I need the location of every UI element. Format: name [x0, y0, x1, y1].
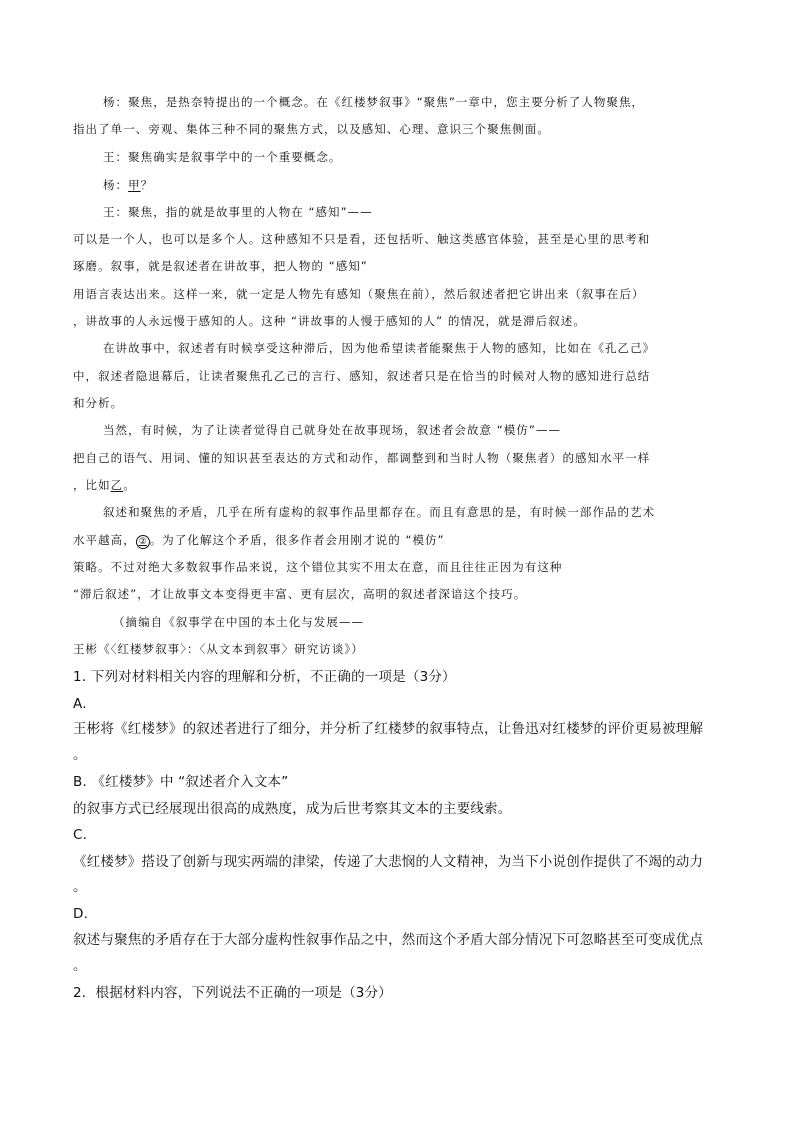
- passage-line: ，讲故事的人永远慢于感知的人。这种 “讲故事的人慢于感知的人” 的情况，就是滞后叙述。: [73, 314, 586, 328]
- passage-line: ，比如乙。: [73, 478, 136, 492]
- passage-line: [103, 180, 153, 192]
- passage-line: 把自己的语气、用词、懂的知识甚至表达的方式和动作，都调整到和当时人物（聚焦者）的感知水平一样: [73, 451, 651, 465]
- passage-line: “滞后叙述”，才让故事文本变得更丰富、更有层次，高明的叙述者深谙这个技巧。: [73, 587, 527, 601]
- passage-line: 中，叙述者隐退幕后，让读者聚焦孔乙己的言行、感知，叙述者只是在恰当的时候对人物的感知进行总结: [73, 369, 651, 383]
- option-b-continued: 的叙事方式已经展现出很高的成熟度，成为后世考察其文本的主要线索。: [73, 801, 512, 817]
- speaker-label: 杨：: [103, 178, 129, 192]
- option-a-label: A.: [73, 696, 87, 712]
- passage-line: 在讲故事中，叙述者有时候享受这种滞后，因为他希望读者能聚焦于人物的感知，比如在《孔乙己》: [103, 341, 656, 355]
- passage-line: 王：聚焦，指的就是故事里的人物在 “感知”——: [103, 205, 373, 219]
- passage-line: 当然，有时候，为了让读者觉得自己就身处在故事现场，叙述者会故意 “模仿”——: [103, 423, 561, 437]
- option-c-text: 《红楼梦》搭设了创新与现实两端的津梁，传递了大悲悯的人文精神，为当下小说创作提供了不竭的动力: [73, 854, 704, 870]
- blank-number-2: ②: [136, 535, 150, 549]
- question-1-stem: 1. 下列对材料相关内容的理解和分析，不正确的一项是（3分）: [73, 669, 456, 685]
- option-a-text: 王彬将《红楼梦》的叙述者进行了细分，并分析了红楼梦的叙事特点，让鲁迅对红楼梦的评价更易被理解: [73, 721, 704, 737]
- option-c-label: C.: [73, 827, 88, 843]
- option-d-tail: 。: [73, 958, 87, 974]
- source-citation: 王彬《〈红楼梦叙事〉：〈从文本到叙事〉研究访谈》）: [73, 642, 364, 656]
- passage-line: 琢磨。叙事，就是叙述者在讲故事，把人物的 “感知”: [73, 259, 368, 273]
- blank-yi: 乙: [110, 478, 124, 492]
- passage-line: 用语言表达出来。这样一来，就一定是人物先有感知（聚焦在前），然后叙述者把它讲出来（叙事在后）: [73, 287, 645, 301]
- option-b-text: B. 《红楼梦》中 “叙述者介入文本”: [73, 774, 289, 790]
- passage-line: 和分析。: [73, 396, 124, 410]
- passage-line: 策略。不过对绝大多数叙事作品来说，这个错位其实不用太在意，而且往往正因为有这种: [73, 560, 563, 574]
- option-c-tail: 。: [73, 879, 87, 895]
- passage-line: 杨：聚焦，是热奈特提出的一个概念。在《红楼梦叙事》“聚焦”一章中，您主要分析了人物聚焦，: [103, 95, 645, 109]
- passage-line: 王：聚焦确实是叙事学中的一个重要概念。: [103, 150, 342, 164]
- passage-line: 水平越高， ② 。为了化解这个矛盾，很多作者会用刚才说的 “模仿”: [73, 533, 445, 547]
- option-a-tail: 。: [73, 747, 87, 763]
- source-citation: （摘编自《叙事学在中国的本土化与发展——: [113, 615, 364, 629]
- passage-line: 可以是一个人，也可以是多个人。这种感知不只是看，还包括听、触这类感官体验，甚至是心里的思考和: [73, 232, 651, 246]
- option-d-label: D.: [73, 906, 89, 922]
- question-mark: ？: [140, 178, 154, 192]
- passage-line: 叙述和聚焦的矛盾，几乎在所有虚构的叙事作品里都存在。而且有意思的是，有时候一部作品的艺术: [103, 505, 656, 519]
- blank-jia: 甲: [128, 178, 141, 192]
- passage-line: 指出了单一、旁观、集体三种不同的聚焦方式，以及感知、心理、意识三个聚焦侧面。: [73, 122, 550, 136]
- option-d-text: 叙述与聚焦的矛盾存在于大部分虚构性叙事作品之中，然而这个矛盾大部分情况下可忽略甚至可变成优点: [73, 932, 704, 948]
- question-2-stem: 2．根据材料内容，下列说法不正确的一项是（3分）: [73, 985, 392, 1001]
